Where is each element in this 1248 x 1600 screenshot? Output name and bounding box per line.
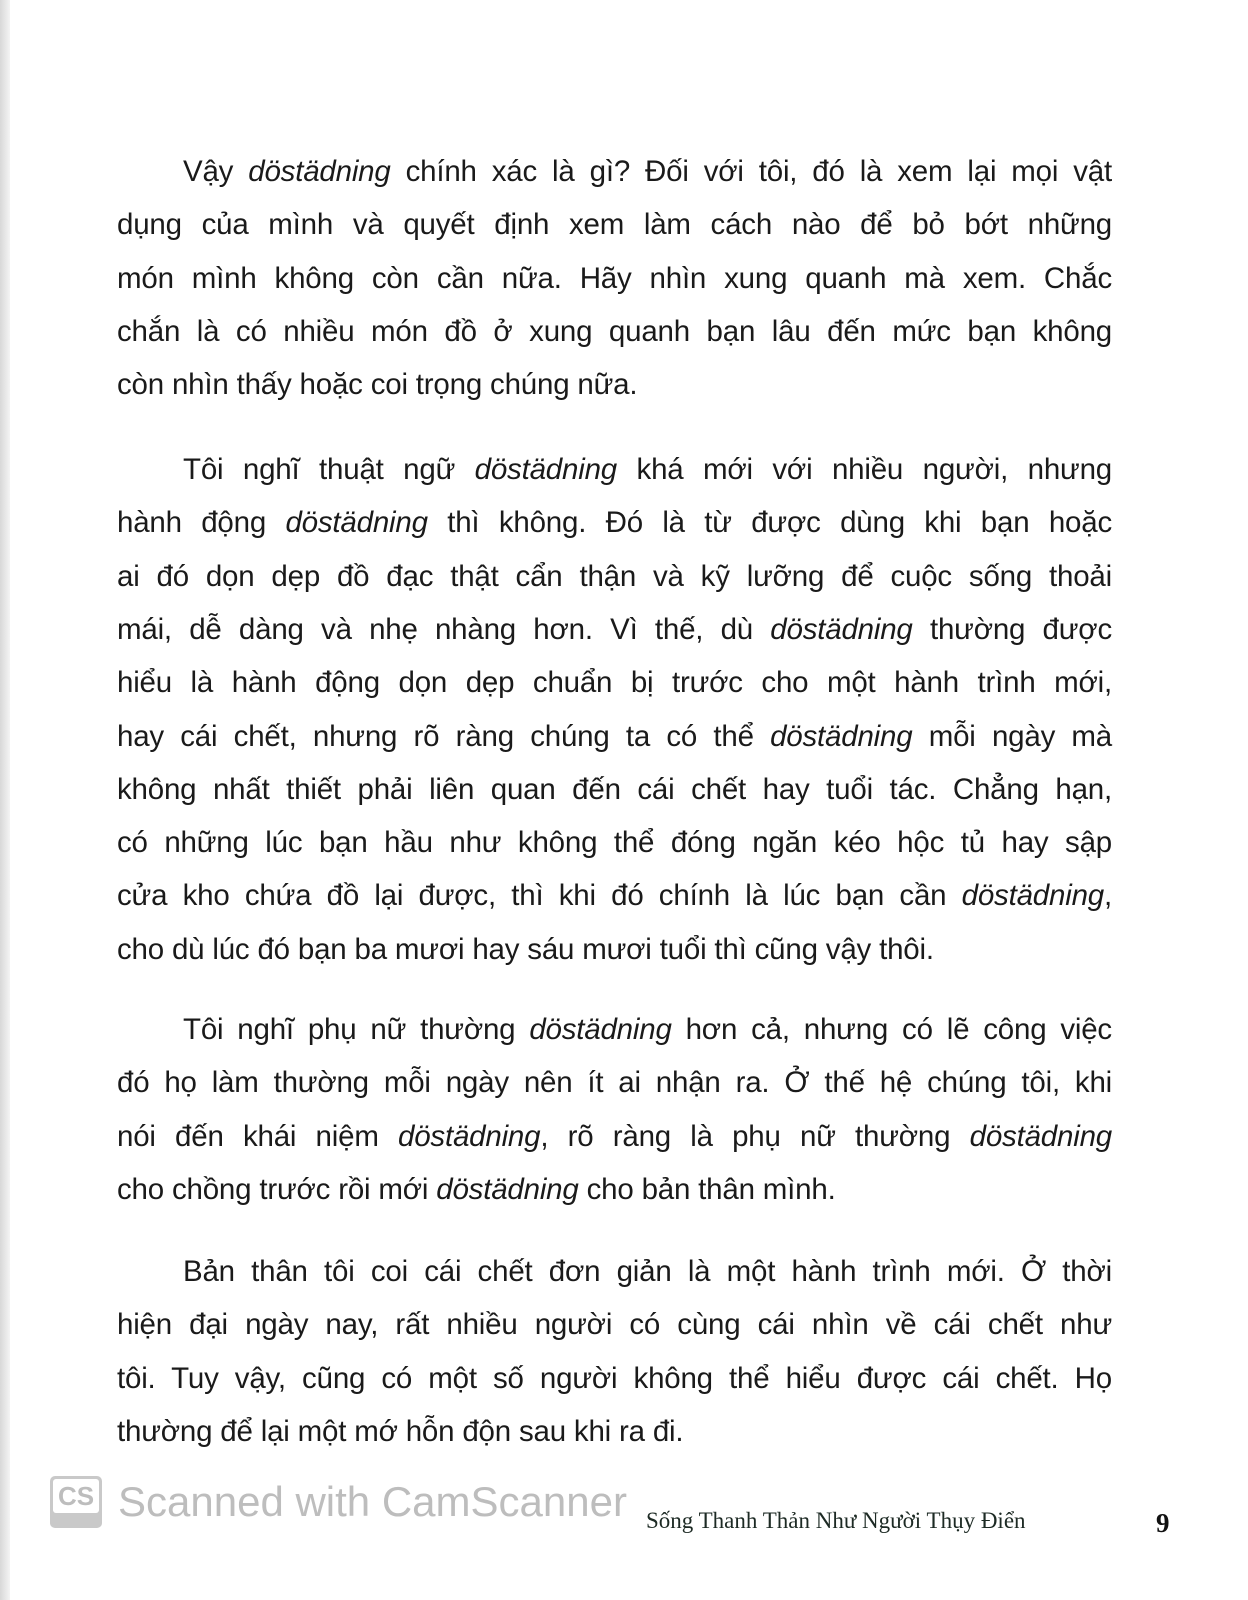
paragraph-3-line — [183, 1010, 1112, 1050]
paragraph-4-line — [117, 1359, 1112, 1399]
italic-term: döstädning — [248, 155, 391, 188]
scan-edge — [0, 0, 10, 1600]
italic-term: döstädning — [770, 719, 913, 753]
italic-term: döstädning — [474, 453, 617, 486]
text-segment: đó họ làm thường mỗi ngày nên ít ai nhận ra. Ở thế hệ chúng tôi, khi — [117, 1066, 1112, 1100]
text-segment: còn nhìn thấy hoặc coi trọng chúng nữa. — [117, 368, 638, 402]
paragraph-4-line — [117, 1305, 1112, 1345]
page-number: 9 — [1156, 1508, 1170, 1538]
paragraph-2-line — [117, 610, 1112, 650]
text-segment: cửa kho chứa đồ lại được, thì khi đó chính là lúc bạn cần — [117, 879, 962, 913]
paragraph-4-line — [117, 1412, 1112, 1452]
paragraph-2-line — [117, 557, 1112, 597]
text-segment: thường được — [912, 612, 1112, 646]
text-segment: Tôi nghĩ thuật ngữ — [183, 453, 475, 486]
text-segment: ai đó dọn dẹp đồ đạc thật cẩn thận và kỹ lưỡng để cuộc sống thoải — [117, 559, 1112, 593]
paragraph-3-line — [117, 1063, 1112, 1103]
paragraph-1-line — [117, 365, 1112, 405]
italic-term: döstädning — [969, 1119, 1112, 1153]
paragraph-2-line — [117, 770, 1112, 810]
paragraph-2-line — [117, 503, 1112, 543]
text-segment: thường để lại một mớ hỗn độn sau khi ra đi. — [117, 1414, 684, 1448]
text-segment: hành động — [117, 506, 286, 540]
italic-term: döstädning — [285, 506, 428, 540]
text-segment: cho bản thân mình. — [578, 1172, 836, 1206]
text-segment: Vậy — [183, 155, 249, 188]
text-segment: hơn cả, nhưng có lẽ công việc — [671, 1013, 1112, 1046]
text-segment: hiểu là hành động dọn dẹp chuẩn bị trước cho một hành trình mới, — [117, 666, 1112, 700]
paragraph-2-line — [117, 717, 1112, 757]
text-segment: , rõ ràng là phụ nữ thường — [540, 1119, 970, 1153]
text-segment: nói đến khái niệm — [117, 1119, 398, 1153]
text-segment: hiện đại ngày nay, rất nhiều người có cùng cái nhìn về cái chết như — [117, 1308, 1112, 1342]
camscanner-logo-icon: CS — [50, 1476, 102, 1528]
paragraph-2-line — [117, 663, 1112, 703]
paragraph-2-line — [117, 930, 1112, 970]
running-footer-title: Sống Thanh Thản Như Người Thụy Điển — [646, 1508, 1026, 1533]
text-segment: Bản thân tôi coi cái chết đơn giản là một hành trình mới. Ở thời — [183, 1255, 1112, 1288]
paragraph-2-line — [117, 823, 1112, 863]
paragraph-4-line — [183, 1252, 1112, 1292]
text-segment: , — [1104, 879, 1112, 913]
paragraph-3-line — [117, 1117, 1112, 1157]
italic-term: döstädning — [529, 1013, 672, 1046]
paragraph-3-line — [117, 1170, 1112, 1210]
italic-term: döstädning — [397, 1119, 541, 1153]
text-segment: thì không. Đó là từ được dùng khi bạn hoặc — [427, 506, 1112, 540]
text-segment: tôi. Tuy vậy, cũng có một số người không thể hiểu được cái chết. Họ — [117, 1361, 1112, 1395]
text-segment: khá mới với nhiều người, nhưng — [617, 453, 1112, 486]
text-segment: chắn là có nhiều món đồ ở xung quanh bạn lâu đến mức bạn không — [117, 314, 1112, 348]
text-segment: cho chồng trước rồi mới — [117, 1172, 437, 1206]
camscanner-watermark — [50, 1476, 627, 1528]
text-segment: dụng của mình và quyết định xem làm cách nào để bỏ bớt những — [117, 208, 1112, 242]
paragraph-2-line — [183, 450, 1112, 490]
italic-term: döstädning — [961, 879, 1104, 913]
paragraph-2-line — [117, 876, 1112, 916]
text-segment: hay cái chết, nhưng rõ ràng chúng ta có thể — [117, 719, 771, 753]
text-segment: Tôi nghĩ phụ nữ thường — [183, 1013, 530, 1046]
text-segment: có những lúc bạn hầu như không thể đóng ngăn kéo hộc tủ hay sập — [117, 826, 1112, 860]
text-segment: chính xác là gì? Đối với tôi, đó là xem lại mọi vật — [390, 155, 1112, 188]
text-segment: không nhất thiết phải liên quan đến cái chết hay tuổi tác. Chẳng hạn, — [117, 772, 1112, 806]
text-segment: món mình không còn cần nữa. Hãy nhìn xung quanh mà xem. Chắc — [117, 261, 1112, 295]
italic-term: döstädning — [770, 612, 913, 646]
paragraph-1-line — [117, 312, 1112, 352]
italic-term: döstädning — [436, 1172, 579, 1206]
watermark-text: Scanned with CamScanner — [118, 1478, 627, 1525]
paragraph-1-line — [117, 259, 1112, 299]
text-segment: mái, dễ dàng và nhẹ nhàng hơn. Vì thế, dù — [117, 612, 771, 646]
text-segment: mỗi ngày mà — [912, 719, 1112, 753]
text-segment: cho dù lúc đó bạn ba mươi hay sáu mươi tuổi thì cũng vậy thôi. — [117, 932, 934, 966]
paragraph-1-line — [183, 152, 1112, 192]
paragraph-1-line — [117, 205, 1112, 245]
